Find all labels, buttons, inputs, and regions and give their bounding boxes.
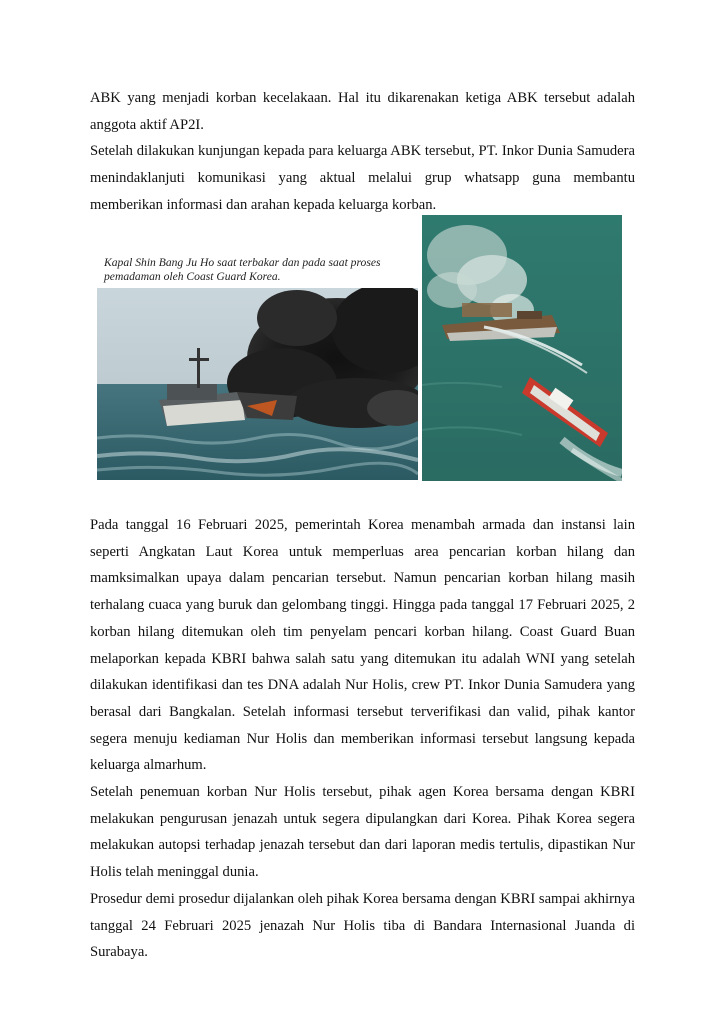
coast-guard-extinguishing-photo <box>422 215 622 481</box>
paragraph: Setelah penemuan korban Nur Holis tersebut, pihak agen Korea bersama dengan KBRI melakukan pengurusan jenazah untuk segera dipulangkan dari Korea. Pihak Korea segera melakukan autopsi terhadap jenazah tersebut dan dari laporan medis tertulis, dipastikan Nur Holis telah meninggal dunia. <box>90 784 635 881</box>
paragraph: Setelah dilakukan kunjungan kepada para keluarga ABK tersebut, PT. Inkor Dunia Samudera menindaklanjuti komunikasi yang aktual melalui grup whatsapp guna membantu memberikan informasi dan arahan kepada keluarga korban. <box>90 143 635 213</box>
burning-ship-photo <box>97 288 418 480</box>
paragraph-block-bottom <box>90 512 635 966</box>
paragraph-block-top <box>90 85 635 219</box>
paragraph: Prosedur demi prosedur dijalankan oleh pihak Korea bersama dengan KBRI sampai akhirnya tanggal 24 Februari 2025 jenazah Nur Holis tiba di Bandara Internasional Juanda di Surabaya. <box>90 890 635 961</box>
paragraph: ABK yang menjadi korban kecelakaan. Hal itu dikarenakan ketiga ABK tersebut adalah anggota aktif AP2I. <box>90 90 635 133</box>
figure-caption: Kapal Shin Bang Ju Ho saat terbakar dan pada saat proses pemadaman oleh Coast Guard Korea. <box>104 256 381 283</box>
paragraph: Pada tanggal 16 Februari 2025, pemerintah Korea menambah armada dan instansi lain seperti Angkatan Laut Korea untuk memperluas area pencarian korban hilang dan mamksimalkan upaya dalam pencarian tersebut. Namun pencarian korban hilang masih terhalang cuaca yang buruk dan gelombang tinggi. Hingga pada tanggal 17 Februari 2025, 2 korban hilang ditemukan oleh tim penyelam pencari korban hilang. Coast Guard Buan melaporkan kepada KBRI bahwa salah satu yang ditemukan itu adalah WNI yang setelah dilakukan identifikasi dan tes DNA adalah Nur Holis, crew PT. Inkor Dunia Samudera yang berasal dari Bangkalan. Setelah informasi tersebut terverifikasi dan valid, pihak kantor segera menuju kediaman Nur Holis dan memberikan informasi tersebut langsung kepada keluarga almarhum. <box>90 517 635 774</box>
